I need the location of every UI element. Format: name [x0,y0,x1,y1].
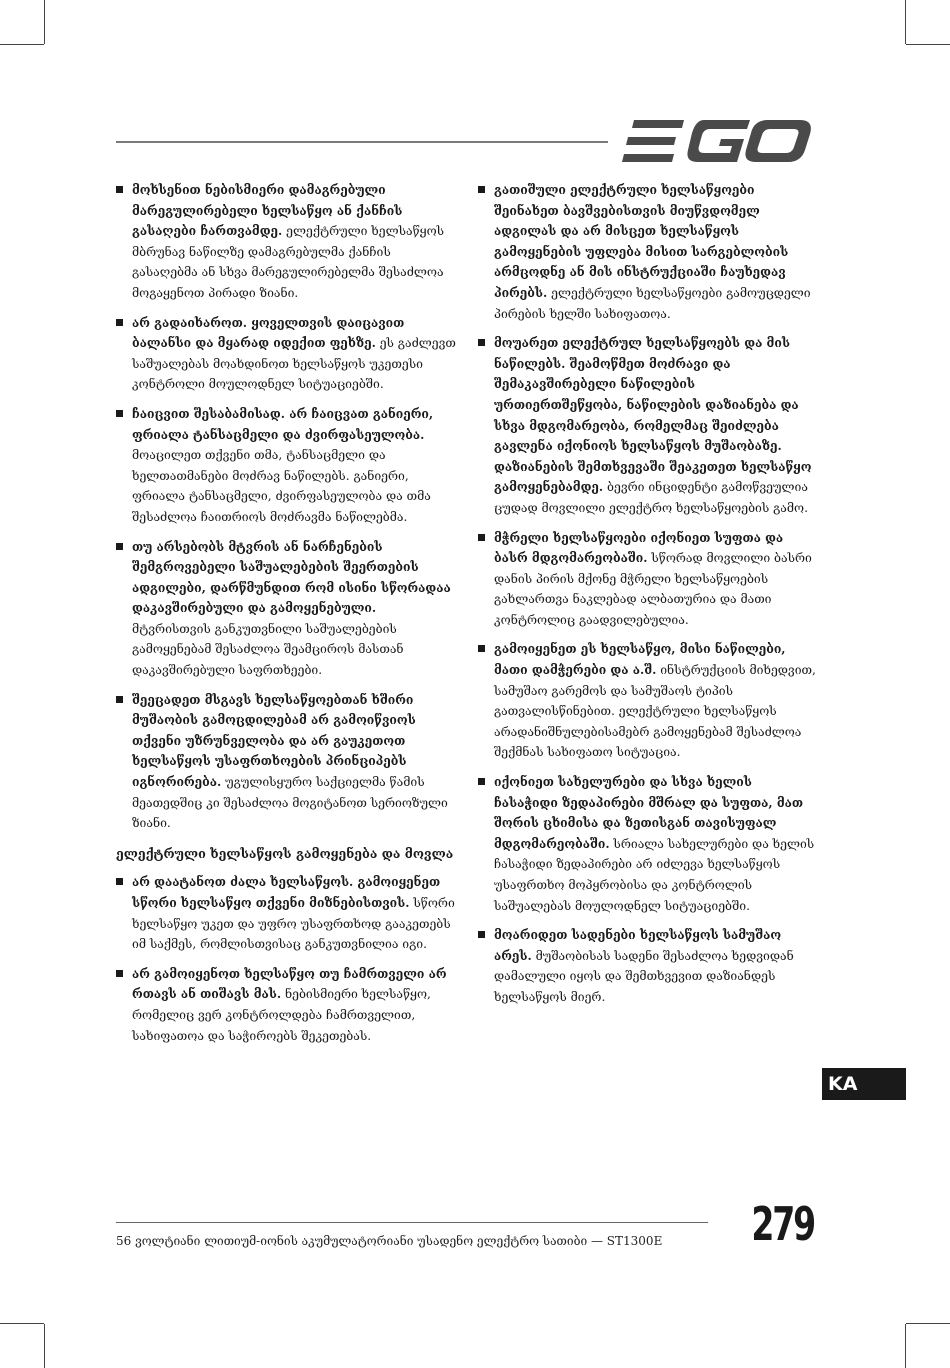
bullet-square-icon [116,878,123,885]
list-item [478,772,818,916]
language-badge: KA [822,1068,906,1100]
ego-logo [622,118,812,164]
item-heading: მოხსენით ნებისმიერი დამაგრებული მარეგულირებელი ხელსაწყო ან ქანჩის გასაღები ჩართვამდე. [132,183,403,239]
crop-mark [906,44,950,45]
list-item [116,313,456,395]
item-text: ეს გაძლევთ საშუალებას მოახდინოთ ხელსაწყოს უკეთესი კონტროლი მოულოდნელ სიტუაციებში. [132,336,456,392]
item-text: ბევრი ინციდენტი გამოწვეულია ცუდად მოვლილი ელექტრო ხელსაწყოების გამო. [494,480,808,515]
crop-mark [905,1324,906,1368]
crop-mark [44,1324,45,1368]
bullet-square-icon [116,319,123,326]
crop-mark [906,1323,950,1324]
item-heading: თუ არსებობს მტვრის ან ნარჩენების შემგროვებელი საშუალებების შეერთების ადგილები, დარწმუნდით რომ ისინი სწორადაა დაკავშირებული და გამოყენებული. [132,539,451,616]
crop-mark [905,0,906,44]
item-heading: შეეცადეთ მსგავს ხელსაწყოებთან ხშირი მუშაობის გამოცდილებამ არ გამოიწვიოს თქვენი უზრუნველობა და არ გაუკეთოთ ხელსაწყოს უსაფრთხოების პრინციპებს იგნორირება. [132,692,416,790]
bullet-square-icon [478,645,485,652]
list-item [116,964,456,1046]
item-text: მტვრისთვის განკუთვნილი საშუალებების გამოყენებამ შესაძლოა შეამციროს მასთან დაკავშირებული საფრთხეები. [132,621,404,678]
item-text: ელექტრული ხელსაწყოს მბრუნავ ნაწილზე დამაგრებულმა ქანჩის გასაღებმა ან სხვა მარეგულირებელმა შესაძლოა მოგაყენოთ პირადი ზიანი. [132,224,445,300]
item-text: ნებისმიერი ხელსაწყო, რომელიც ვერ კონტროლდება ჩამრთველით, სახიფათოა და საჭიროებს შეკეთებას. [132,987,431,1043]
bullet-square-icon [116,696,123,703]
list-item [478,639,818,763]
item-heading: გათიშული ელექტრული ხელსაწყოები შეინახეთ ბავშვებისთვის მიუწვდომელ ადგილას და არ მისცეთ ხელსაწყოს გამოყენების უფლება მისით სარგებლობის არმცოდნე ან მის ინსტრუქციაში ჩაუხედავ პირებს. [494,183,789,300]
item-heading: არ გადაიხაროთ. ყოველთვის დაიცავით ბალანსი და მყარად იდექით ფეხზე. [132,315,405,351]
bullet-square-icon [478,339,485,346]
item-text: ინსტრუქციის მიხედვით, სამუშაო გარემოს და სამუშაოს ტიპის გათვალისწინებით. ელექტრული ხელსაწყოს არადანიშნულებისამებრ გამოყენებამ შესაძლოა შექმნას სახიფათო სიტუაცია. [494,663,816,760]
footer-text: 56 ვოლტიანი ლითიუმ-იონის აკუმულატორიანი უსადენო ელექტრო სათიბი — ST1300E [116,1234,663,1248]
item-heading: ჩაიცვით შესაბამისად. არ ჩაიცვათ განიერი, ფრიალა ტანსაცმელი და ძვირფასეულობა. [132,406,434,442]
footer-rule [116,1222,708,1223]
item-heading: არ დაატანოთ ძალა ხელსაწყოს. გამოიყენეთ სწორი ხელსაწყო თქვენი მიზნებისთვის. [132,875,441,910]
item-heading: იქონიეთ სახელურები და სხვა ხელის ჩასაჭიდი ზედაპირები მშრალ და სუფთა, მათ შორის ცხიმისა და ზეთისგან თავისუფალ მდგომარეობაში. [494,775,804,851]
list-item [478,528,818,631]
bullet-square-icon [116,186,123,193]
list-item [116,404,456,528]
bullet-square-icon [478,186,485,193]
list-item [116,537,456,681]
item-heading: გამოიყენეთ ეს ხელსაწყო, მისი ნაწილები, მათი დამჭერები და ა.შ. [494,642,786,678]
crop-mark [44,0,45,44]
crop-mark [0,44,44,45]
list-item [116,180,456,304]
left-column [116,180,456,1055]
item-text: მუშაობისას სადენი შესაძლოა ხედვიდან დამალული იყოს და შემთხვევით დაზიანდეს ხელსაწყოს მიერ. [494,948,794,1004]
item-text: უგულისყურო საქციელმა წამის მეათედშიც კი შესაძლოა მოგიტანოთ სერიოზული ზიანი. [132,775,448,831]
page-number: 279 [751,1197,814,1251]
bullet-square-icon [116,970,123,977]
item-text: მოაცილეთ თქვენი თმა, ტანსაცმელი და ხელთათმანები მოძრავ ნაწილებს. განიერი, ფრიალა ტანსაცმელი, ძვირფასეულობა და თმა შესაძლოა ჩაითრიოს მოძრავმა ნაწილებმა. [132,448,431,524]
list-item [478,925,818,1007]
list-item [478,180,818,324]
item-text: სწორად მოვლილი ბასრი დანის პირის მქონე მჭრელი ხელსაწყოების გახლართვა ნაკლებად ალბათურია და მათი კონტროლიც გაადვილებულია. [494,551,812,627]
item-heading: მოარიდეთ სადენები ხელსაწყოს სამუშაო არეს. [494,928,782,963]
bullet-square-icon [478,931,485,938]
bullet-square-icon [116,543,123,550]
list-item [116,690,456,834]
bullet-square-icon [478,534,485,541]
item-text: სრიალა სახელურები და ხელის ჩასაჭიდი ზედაპირები არ იძლევა ხელსაწყოს უსაფრთხო მოპყრობისა და კონტროლის საშუალებას მოულოდნელ სიტუაციებში. [494,836,815,913]
header-rule [116,141,608,143]
item-text: სწორი ხელსაწყო უკეთ და უფრო უსაფრთხოდ გააკეთებს იმ საქმეს, რომლისთვისაც განკუთვნილია იგი. [132,896,455,952]
right-column [478,180,818,1017]
list-item [478,333,818,518]
bullet-square-icon [116,410,123,417]
crop-mark [0,1323,44,1324]
item-heading: მოუარეთ ელექტრულ ხელსაწყოებს და მის ნაწილებს. შეამოწმეთ მოძრავი და შემაკავშირებელი ნაწილების ურთიერთშეწყობა, ნაწილების დაზიანება და სხვა მდგომარეობა, რომელმაც შეიძლება გავლენა იქონიოს ხელსაწყოს მუშაობაზე. დაზიანების შემთხვევაში შეაკეთეთ ხელსაწყო გამოყენებამდე. [494,336,812,495]
section-title: ელექტრული ხელსაწყოს გამოყენება და მოვლა [116,845,454,861]
item-heading: არ გამოიყენოთ ხელსაწყო თუ ჩამრთველი არ რთავს ან თიშავს მას. [132,966,447,1002]
item-text: ელექტრული ხელსაწყოები გამოუცდელი პირების ხელში სახიფათოა. [494,285,811,321]
item-heading: მჭრელი ხელსაწყოები იქონიეთ სუფთა და ბასრ მდგომარეობაში. [494,530,784,566]
list-item [116,872,456,954]
bullet-square-icon [478,778,485,785]
